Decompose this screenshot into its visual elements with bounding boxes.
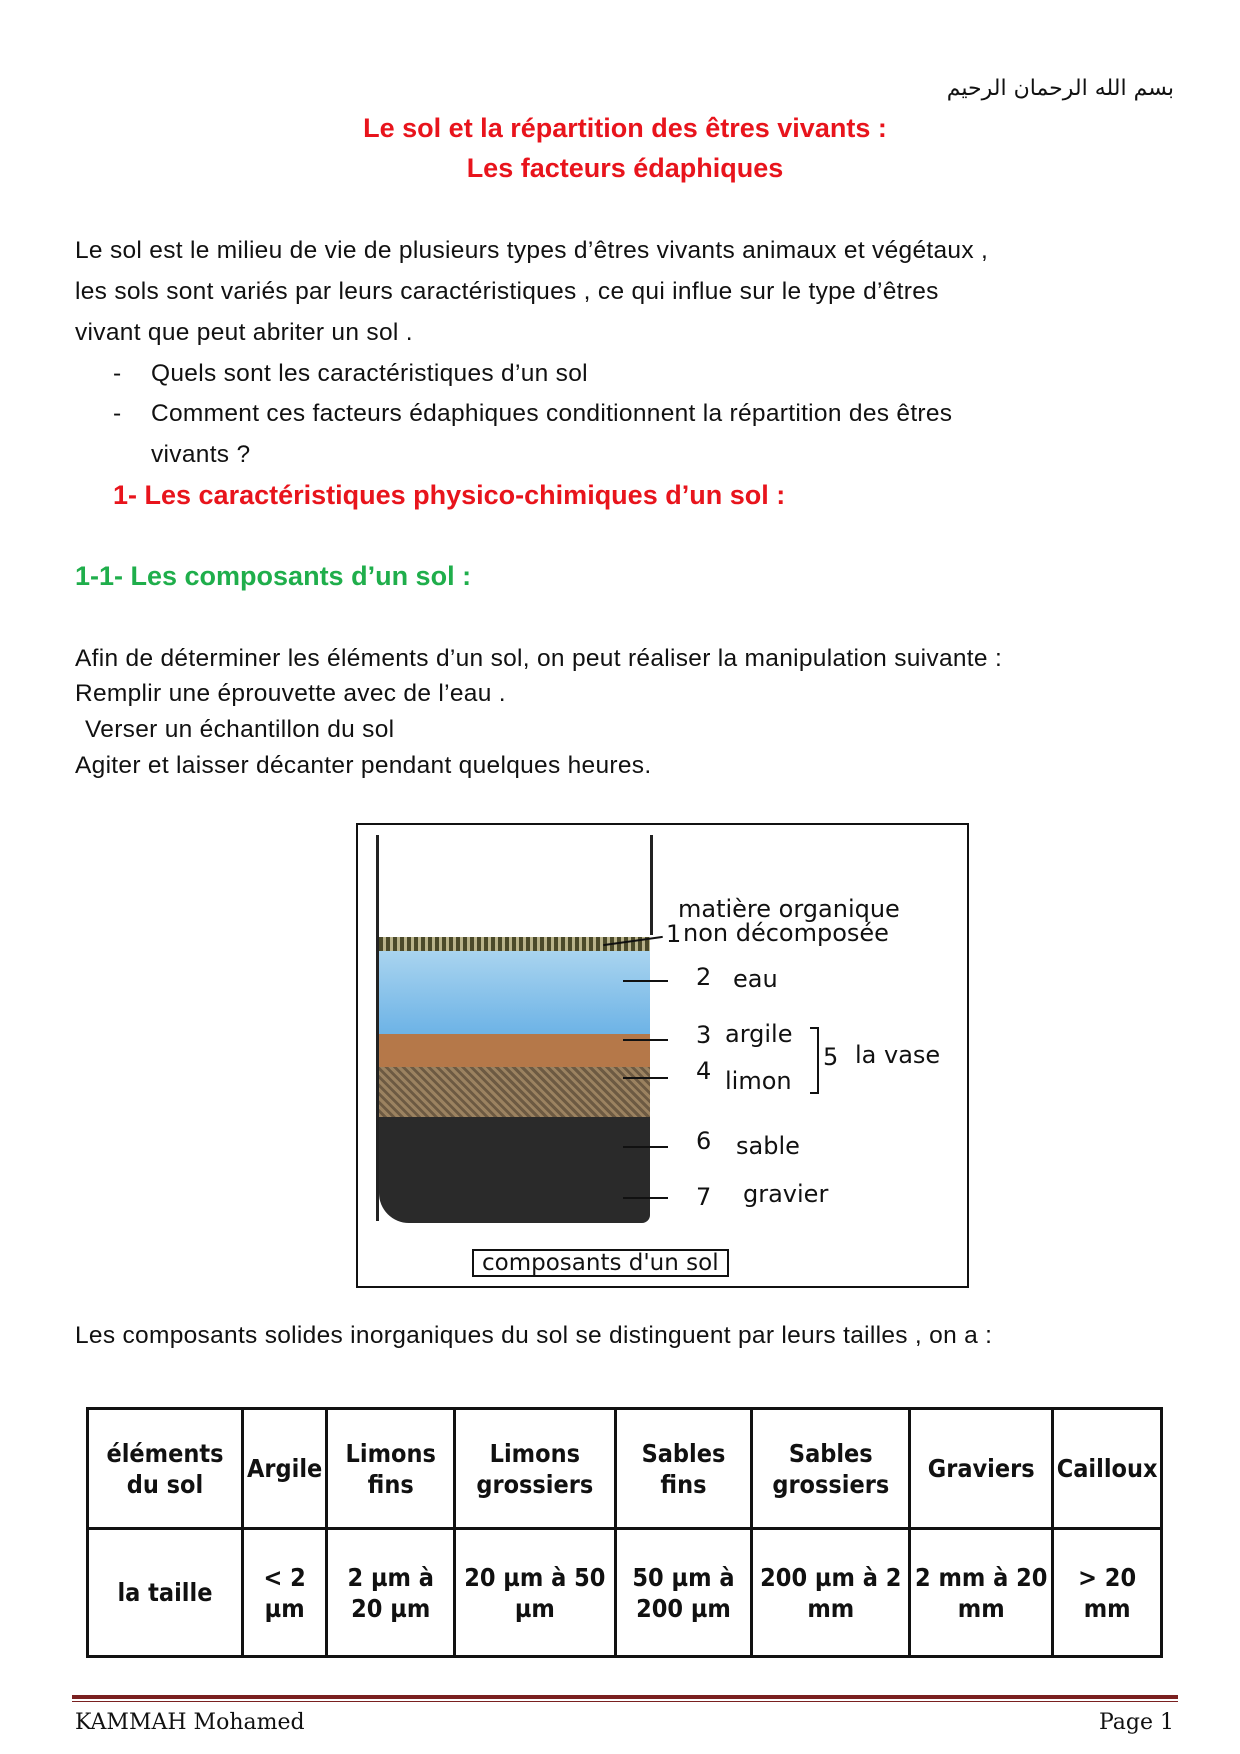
label-silt: limon (725, 1067, 792, 1095)
sand-gravel-layer (379, 1117, 650, 1223)
manip-line: Afin de déterminer les éléments d’un sol, on peut réaliser la manipulation suivante : (75, 645, 1003, 672)
row-cell: > 20 mm (1053, 1529, 1162, 1657)
header-cell: Sables fins (615, 1409, 752, 1529)
row-cell: 200 µm à 2 mm (752, 1529, 910, 1657)
label-mud: la vase (855, 1041, 941, 1069)
intro-line: Le sol est le milieu de vie de plusieurs types d’êtres vivants animaux et végétaux , (75, 237, 989, 264)
label-num: 2 (696, 963, 712, 991)
label-num: 3 (696, 1021, 712, 1049)
intro-line: les sols sont variés par leurs caractéristiques , ce qui influe sur le type d’êtres (75, 278, 939, 305)
manip-line: Remplir une éprouvette avec de l’eau . (75, 680, 506, 707)
section-heading: 1- Les caractéristiques physico-chimiques d’un sol : (113, 480, 786, 510)
bracket (810, 1027, 819, 1094)
bullet-dash: - (113, 400, 122, 427)
label-organic-2: non décomposée (683, 919, 889, 947)
bullet-dash: - (113, 360, 122, 387)
label-sand: sable (736, 1132, 800, 1160)
page-subtitle: Les facteurs édaphiques (466, 153, 784, 183)
table-intro: Les composants solides inorganiques du sol se distinguent par leurs tailles , on a : (75, 1322, 993, 1349)
label-num: 1 (666, 920, 682, 948)
footer-divider-thin (72, 1701, 1178, 1702)
row-cell: 2 µm à 20 µm (327, 1529, 455, 1657)
header-cell: Sables grossiers (752, 1409, 910, 1529)
soil-diagram (356, 823, 969, 1288)
clay-layer (379, 1034, 650, 1067)
label-organic: matière organique (678, 895, 900, 923)
table-row (88, 1529, 1162, 1657)
label-clay: argile (725, 1020, 793, 1048)
row-cell: 20 µm à 50 µm (455, 1529, 615, 1657)
diagram-caption: composants d'un sol (472, 1249, 729, 1277)
subsection-heading: 1-1- Les composants d’un sol : (75, 561, 472, 591)
question: Comment ces facteurs édaphiques conditionnent la répartition des êtres (151, 400, 953, 427)
arrow-7 (623, 1197, 668, 1199)
table-header-row (88, 1409, 1162, 1529)
page-title: Le sol et la répartition des êtres vivants : (363, 113, 887, 143)
label-num: 7 (696, 1183, 712, 1211)
basmala: بسم الله الرحمان الرحيم (946, 76, 1174, 101)
arrow-6 (623, 1146, 668, 1148)
soil-size-table (86, 1407, 1163, 1658)
tube-wall (650, 835, 653, 935)
header-cell: Argile (242, 1409, 326, 1529)
manip-line: Verser un échantillon du sol (85, 716, 395, 743)
footer-divider (72, 1695, 1178, 1699)
arrow-3 (623, 1039, 668, 1041)
row-cell: la taille (88, 1529, 243, 1657)
header-cell: Limons fins (327, 1409, 455, 1529)
question: vivants ? (151, 441, 251, 468)
row-cell: 50 µm à 200 µm (615, 1529, 752, 1657)
header-cell: Limons grossiers (455, 1409, 615, 1529)
manip-line: Agiter et laisser décanter pendant quelques heures. (75, 752, 652, 779)
arrow-2 (623, 980, 668, 982)
label-num: 5 (823, 1043, 839, 1071)
row-cell: < 2 µm (242, 1529, 326, 1657)
label-water: eau (733, 965, 778, 993)
row-cell: 2 mm à 20 mm (910, 1529, 1053, 1657)
label-num: 4 (696, 1057, 712, 1085)
intro-line: vivant que peut abriter un sol . (75, 319, 413, 346)
water-layer (379, 951, 650, 1034)
header-cell: Graviers (910, 1409, 1053, 1529)
arrow-4 (623, 1077, 668, 1079)
header-cell: éléments du sol (88, 1409, 243, 1529)
footer-page-number: Page 1 (1098, 1710, 1174, 1735)
question: Quels sont les caractéristiques d’un sol (151, 360, 588, 387)
header-cell: Cailloux (1053, 1409, 1162, 1529)
label-num: 6 (696, 1127, 712, 1155)
footer-author: KAMMAH Mohamed (75, 1710, 305, 1735)
silt-layer (379, 1067, 650, 1117)
label-gravel: gravier (743, 1180, 829, 1208)
